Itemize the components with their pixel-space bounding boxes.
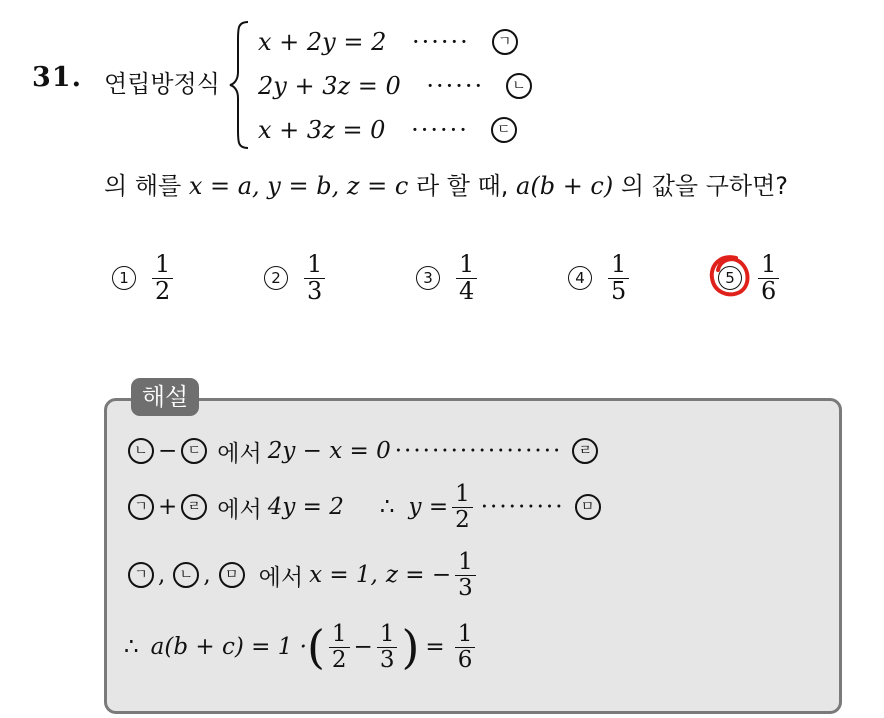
choice-1-numerator: 1 [155, 250, 171, 279]
solution-line-3-fraction [455, 550, 476, 599]
solution-line-4-fraction-2 [377, 622, 398, 671]
solution-line-4-denominator-2: 3 [377, 647, 398, 672]
solution-line-4-numerator-1: 1 [331, 621, 347, 648]
solution-line-4-right-paren: ) [401, 620, 420, 674]
solution-line-2-dots: ········· [480, 494, 565, 520]
solution-line-1-marker-2: ㄷ [181, 438, 207, 464]
question-text [104, 166, 788, 201]
question-part-3: 의 값을 구하면? [620, 172, 788, 200]
choice-2[interactable] [264, 246, 325, 310]
solution-line-3-marker-2: ㄴ [173, 562, 199, 588]
solution-line-2-therefore: ∴ [379, 494, 395, 520]
equation-2 [258, 72, 532, 101]
solution-line-3-numerator: 1 [458, 549, 473, 576]
solution-line-1-math: 2y − x = 0 [267, 438, 391, 464]
solution-line-2-fraction [452, 482, 473, 531]
solution-line-3-sep-2: , [203, 562, 211, 588]
choice-3-numerator: 1 [459, 250, 475, 279]
choice-2-numerator: 1 [307, 250, 323, 279]
solution-line-3-kr: 에서 [258, 564, 304, 591]
solution-line-3-denominator: 3 [455, 575, 476, 600]
equation-3-dots: ······ [411, 116, 469, 144]
equation-1-expr: x + 2y = 2 [258, 28, 387, 56]
solution-line-1-op: − [158, 438, 178, 464]
choice-2-denominator: 3 [304, 278, 325, 304]
choice-4[interactable] [568, 246, 629, 310]
solution-line-2-lhs: y = [408, 494, 449, 520]
solution-line-1-kr: 에서 [217, 440, 262, 467]
solution-line-4-equals: = [425, 634, 445, 660]
equation-3-expr: x + 3z = 0 [258, 116, 386, 144]
question-part-1: 의 해를 [104, 172, 182, 200]
choice-5-marker: 5 [718, 266, 742, 290]
choice-2-marker: 2 [264, 266, 288, 290]
question-math-2: a(b + c) [516, 172, 614, 200]
solution-tag: 해설 [131, 378, 199, 416]
solution-line-2-op: + [158, 494, 178, 520]
question-math-1: x = a, y = b, z = c [188, 172, 409, 200]
choice-3[interactable] [416, 246, 477, 310]
solution-line-2-math: 4y = 2 [267, 494, 344, 520]
choice-4-denominator: 5 [608, 278, 629, 304]
solution-line-4-denominator-3: 6 [455, 647, 476, 672]
solution-line-1-marker-3: ㄹ [572, 438, 598, 464]
equation-1 [258, 28, 518, 57]
solution-line-4-lhs: a(b + c) = 1 · [150, 634, 307, 660]
solution-line-3 [124, 544, 480, 606]
solution-line-1-marker-1: ㄴ [128, 438, 154, 464]
choice-3-denominator: 4 [456, 278, 477, 304]
solution-line-2-kr: 에서 [217, 496, 262, 523]
solution-line-4-fraction-1 [329, 622, 350, 671]
solution-line-4-minus: − [353, 634, 373, 660]
choice-4-numerator: 1 [611, 250, 627, 279]
choice-5-fraction [758, 252, 779, 303]
choice-5-numerator: 1 [761, 250, 777, 279]
answer-mark-icon [706, 252, 752, 300]
equation-1-dots: ······ [412, 28, 470, 56]
solution-line-2 [124, 476, 605, 538]
equation-3 [258, 116, 517, 145]
solution-line-2-marker-1: ㄱ [128, 494, 154, 520]
solution-line-4-numerator-2: 1 [379, 621, 395, 648]
solution-line-4-left-paren: ( [306, 620, 325, 674]
problem-number: 31. [32, 62, 82, 93]
choice-1-marker: 1 [112, 266, 136, 290]
problem-label: 연립방정식 [104, 70, 220, 98]
solution-line-4-therefore: ∴ [124, 634, 139, 660]
question-part-2: 라 할 때, [415, 172, 509, 200]
choice-4-fraction [608, 252, 629, 303]
equation-2-marker: ㄴ [506, 73, 532, 99]
choice-3-marker: 3 [416, 266, 440, 290]
choice-1-denominator: 2 [152, 278, 173, 304]
choice-3-fraction [456, 252, 477, 303]
solution-line-4-numerator-3: 1 [457, 621, 473, 648]
solution-line-4-fraction-3 [455, 622, 476, 671]
solution-line-1 [124, 432, 602, 470]
solution-line-3-lhs: z = − [385, 562, 452, 588]
choice-1-fraction [152, 252, 173, 303]
solution-line-2-marker-2: ㄹ [181, 494, 207, 520]
solution-line-3-marker-1: ㄱ [128, 562, 154, 588]
solution-line-3-sep-1: , [158, 562, 166, 588]
equation-2-expr: 2y + 3z = 0 [258, 72, 401, 100]
solution-line-2-denominator: 2 [452, 507, 473, 532]
equation-1-marker: ㄱ [492, 29, 518, 55]
choice-5-denominator: 6 [758, 278, 779, 304]
left-brace [228, 20, 250, 150]
solution-line-2-numerator: 1 [455, 481, 470, 508]
solution-line-3-math: x = 1, [309, 562, 378, 588]
choice-1[interactable] [112, 246, 173, 310]
choice-4-marker: 4 [568, 266, 592, 290]
solution-line-4 [124, 612, 479, 682]
solution-line-2-marker-3: ㅁ [575, 494, 601, 520]
solution-line-3-marker-3: ㅁ [219, 562, 245, 588]
solution-line-1-dots: ·················· [394, 438, 563, 464]
equation-2-dots: ······ [426, 72, 485, 100]
equation-3-marker: ㄷ [491, 117, 517, 143]
choice-2-fraction [304, 252, 325, 303]
solution-line-4-denominator-1: 2 [329, 647, 350, 672]
